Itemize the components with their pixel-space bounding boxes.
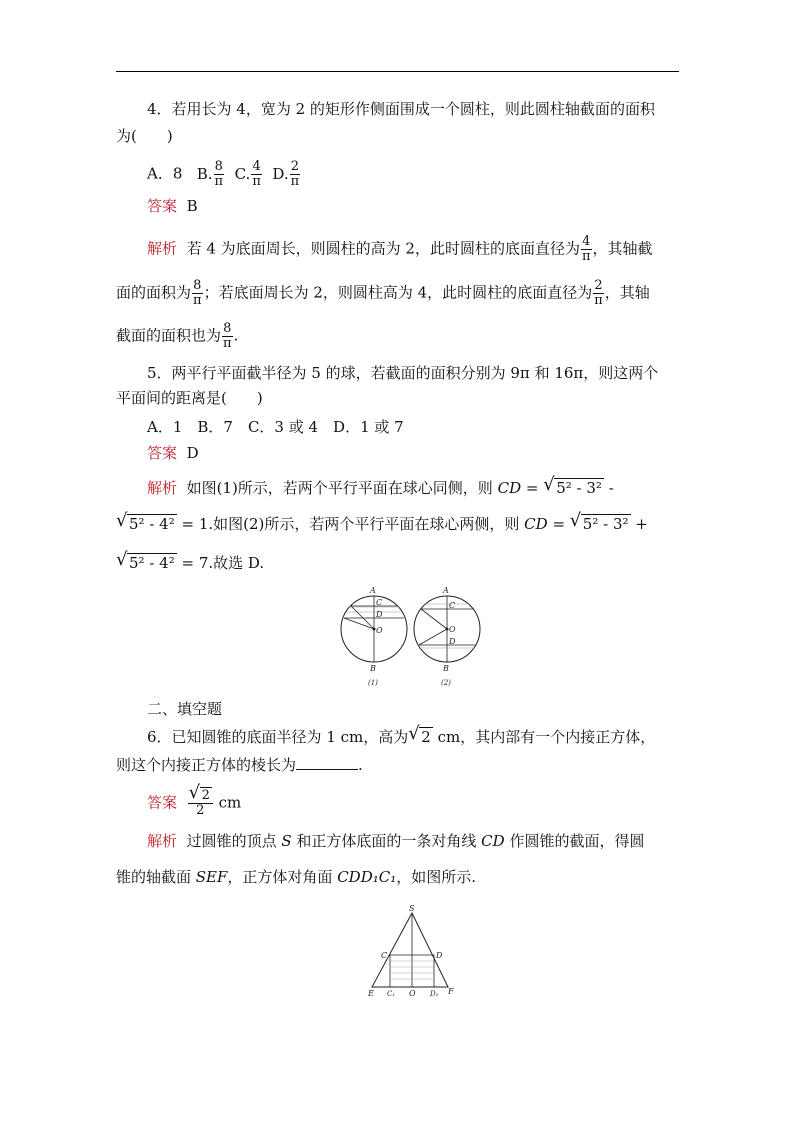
q5-analysis-line2: √ 5² - 4² = 1.如图(2)所示，若两个平行平面在球心两侧，则 CD = √ 5² - 3² + [116, 514, 648, 534]
q6-analysis-line2: 锥的轴截面 SEF，正方体对角面 CDD₁C₁，如图所示. [116, 868, 477, 886]
analysis-label: 解析 [147, 832, 178, 850]
q4-option-b: B. $\frac{8}{\pi}$ [196, 159, 224, 189]
q6-stem-line1: 6．已知圆锥的底面半径为 1 cm，高为√ 2 cm，其内部有一个内接正方体， [147, 727, 655, 747]
fig-label-f: F [448, 987, 454, 996]
fig-label-d: D [436, 951, 443, 960]
answer-blank [296, 755, 358, 770]
answer-label: 答案 [147, 444, 178, 462]
q6-stem-line2: 则这个内接正方体的棱长为 . [116, 756, 363, 774]
fig2-label-a: A [443, 586, 449, 595]
analysis-label: 解析 [147, 479, 178, 497]
q4-analysis-line3: 截面的面积也为 $\frac{8}{\pi}$ . [116, 321, 239, 351]
q6-answer: 答案 √ $\frac{2}{2}$ cm [147, 789, 241, 818]
q5-analysis-line1: 解析 如图(1)所示，若两个平行平面在球心同侧，则 CD = √ 5² - 3² - [147, 478, 614, 498]
q5-answer-value: D [186, 444, 199, 462]
figure-2 [414, 586, 480, 687]
q4-option-c: C. $\frac{4}{\pi}$ [234, 159, 261, 189]
q4-options [147, 160, 301, 189]
q4-answer-value: B [186, 197, 198, 215]
fig-label-e: E [368, 989, 374, 998]
q4-option-a: A．8 [147, 164, 183, 183]
top-rule [116, 71, 679, 72]
fig-label-c: C [381, 951, 388, 960]
q4-analysis-line2: 面的面积为 $\frac{8}{\pi}$ ；若底面周长为 2，则圆柱高为 4，此时圆柱的底面直径为 $\frac{2}{\pi}$ ，其轴 [116, 278, 650, 308]
fig-label-o: O [409, 989, 416, 998]
fig1-label-d: D [376, 610, 383, 619]
answer-label: 答案 [147, 793, 178, 812]
fig-label-c1: C₁ [387, 990, 396, 998]
q4-option-d: D. $\frac{2}{\pi}$ [272, 159, 300, 189]
q4-analysis-line1: 解析 若 4 为底面周长，则圆柱的高为 2，此时圆柱的底面直径为 $\frac{4}{\pi}$ ，其轴截 [147, 234, 653, 264]
fig1-label-c: C [376, 598, 383, 607]
fig1-label-o: O [376, 626, 383, 635]
figure-1 [341, 586, 407, 687]
q6-analysis-line1: 解析 过圆锥的顶点 S 和正方体底面的一条对角线 CD 作圆锥的截面，得圆 [147, 832, 645, 850]
q4-stem-line2: 为( ) [116, 127, 173, 145]
fig2-label-o: O [449, 625, 456, 634]
fig1-caption: (1) [368, 679, 378, 687]
fig2-label-b: B [443, 664, 449, 673]
fig-label-s: S [409, 904, 415, 913]
fig2-caption: (2) [441, 679, 451, 687]
q5-stem-line2: 平面间的距离是( ) [116, 389, 263, 407]
q6-answer-value: √ $\frac{2}{2}$ [188, 789, 213, 818]
cone-cross-section-figure [362, 903, 462, 1003]
q4-answer [147, 196, 198, 216]
fig2-label-c: C [449, 601, 456, 610]
q5-analysis-line3: √ 5² - 4² = 7.故选 D. [116, 553, 264, 573]
answer-label: 答案 [147, 197, 178, 215]
q4-stem-line1: 4．若用长为 4，宽为 2 的矩形作侧面围成一个圆柱，则此圆柱轴截面的面积 [147, 100, 655, 118]
q5-options: A．1 B．7 C．3 或 4 D．1 或 7 [147, 418, 404, 436]
fig2-label-d: D [449, 637, 456, 646]
fig-label-d1: D₁ [430, 990, 439, 998]
q5-stem-line1: 5．两平行平面截半径为 5 的球，若截面的面积分别为 9π 和 16π，则这两个 [147, 364, 659, 382]
analysis-label: 解析 [147, 239, 178, 258]
sphere-section-figures [336, 582, 486, 690]
fig1-label-a: A [370, 586, 376, 595]
section-title: 二、填空题 [147, 700, 223, 718]
fig1-label-b: B [370, 664, 376, 673]
q5-answer [147, 443, 199, 463]
